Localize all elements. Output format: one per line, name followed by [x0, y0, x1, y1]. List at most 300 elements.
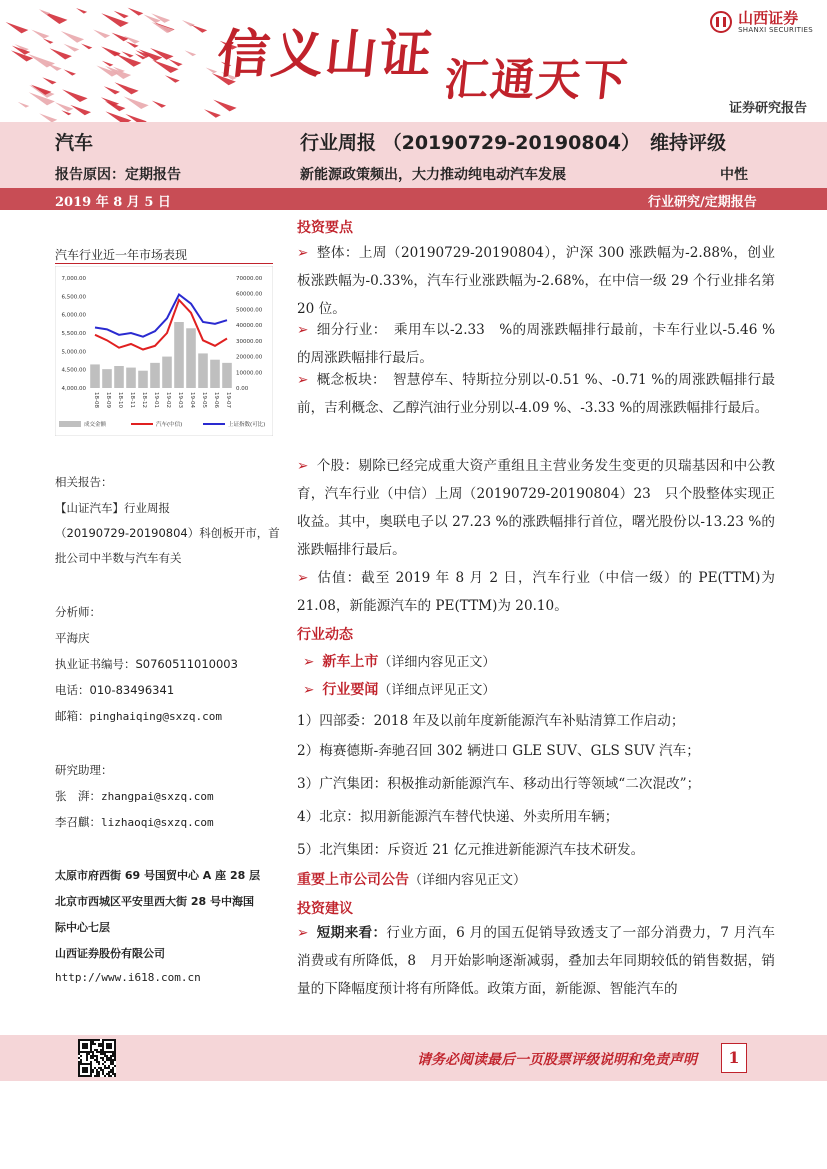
x-tick-label: 18-10: [117, 392, 123, 408]
highlight-subsector: [297, 316, 775, 372]
decorative-arrow-shape: [102, 61, 113, 67]
related-reports-label: 相关报告：: [55, 475, 113, 489]
company-logo-icon: [710, 11, 732, 33]
qr-module: [98, 1045, 100, 1047]
qr-module: [94, 1039, 96, 1041]
qr-module: [100, 1045, 102, 1047]
qr-module: [98, 1061, 100, 1063]
qr-module: [100, 1051, 102, 1053]
news-item: 1）四部委：2018 年及以前年度新能源汽车补贴清算工作启动；: [297, 713, 685, 729]
qr-module: [96, 1069, 98, 1071]
qr-module: [78, 1065, 80, 1067]
y-right-tick-label: 40000.00: [236, 323, 263, 330]
qr-module: [88, 1063, 90, 1065]
address-taiyuan: 太原市府西街 69 号国贸中心 A 座 28 层: [55, 869, 261, 882]
qr-module: [96, 1061, 98, 1063]
qr-module: [100, 1069, 102, 1071]
announcement-row: [297, 869, 526, 889]
x-tick-label: 19-05: [201, 392, 207, 408]
decorative-arrow-shape: [43, 38, 54, 43]
qr-module: [84, 1039, 86, 1041]
related-report-line-2: （20190729-20190804）科创板开市，首: [55, 526, 280, 540]
highlight-subsector-text: 细分行业： 乘用车以-2.33 %的周涨跌幅排行最前，卡车行业以-5.46 %的周涨跌幅排行最后。: [297, 322, 775, 366]
decorative-arrow-shape: [105, 111, 131, 122]
y-right-tick-label: 50000.00: [236, 307, 263, 314]
bullet-arrow-icon: ➢: [297, 570, 309, 586]
qr-module: [102, 1041, 104, 1043]
qr-module: [108, 1047, 110, 1049]
qr-module: [92, 1057, 94, 1059]
rating-value: 中性: [720, 167, 748, 183]
qr-module: [82, 1075, 84, 1077]
qr-module: [80, 1063, 82, 1065]
qr-module: [84, 1045, 86, 1047]
volume-bar: [198, 353, 208, 388]
qr-module: [90, 1057, 92, 1059]
highlight-valuation: [297, 564, 775, 620]
qr-module: [106, 1045, 108, 1047]
qr-code-icon: [78, 1039, 116, 1077]
qr-module: [112, 1053, 114, 1055]
x-tick-label: 19-03: [177, 392, 183, 408]
news-item: 5）北汽集团：斥资近 21 亿元推进新能源汽车技术研发。: [297, 842, 645, 858]
decorative-arrow-shape: [70, 105, 91, 115]
bullet-arrow-icon: ➢: [297, 925, 309, 941]
qr-module: [102, 1073, 104, 1075]
qr-module: [108, 1065, 110, 1067]
decorative-arrow-shape: [185, 50, 197, 56]
analyst-email-row: [55, 708, 222, 724]
qr-module: [94, 1043, 96, 1045]
qr-module: [114, 1043, 116, 1045]
new-car-row: [303, 648, 781, 677]
legend-label: 上证指数(可比): [228, 422, 266, 428]
qr-module: [78, 1063, 80, 1065]
volume-bar: [102, 369, 112, 388]
qr-module: [90, 1041, 92, 1043]
new-car-label: 新车上市: [322, 654, 379, 670]
qr-module: [104, 1055, 106, 1057]
x-tick-label: 19-01: [153, 392, 159, 408]
qr-module: [96, 1071, 98, 1073]
highlight-concept-text: 概念板块： 智慧停车、特斯拉分别以-0.51 %、-0.71 %的周涨跌幅排行最前，吉利概念、乙醇汽油行业分别以-4.09 %、-3.33 %的周涨跌幅排行最后。: [297, 372, 775, 416]
highlight-stocks: [297, 452, 775, 564]
decorative-arrow-shape: [152, 101, 166, 108]
qr-module: [86, 1057, 88, 1059]
qr-module: [110, 1043, 112, 1045]
decorative-arrow-shape: [191, 25, 207, 33]
qr-module: [90, 1063, 92, 1065]
x-tick-label: 18-12: [141, 392, 147, 408]
qr-module: [98, 1051, 100, 1053]
news-item: 2）梅赛德斯-奔驰召回 302 辆进口 GLE SUV、GLS SUV 汽车；: [297, 743, 700, 759]
y-left-tick-label: 5,500.00: [61, 331, 86, 337]
qr-module: [80, 1051, 82, 1053]
qr-module: [96, 1051, 98, 1053]
news-item: 4）北京：拟用新能源汽车替代快递、外卖所用车辆；: [297, 809, 619, 825]
qr-module: [102, 1039, 104, 1041]
highlight-valuation-text: 估值：截至 2019 年 8 月 2 日，汽车行业（中信一级）的 PE(TTM)为 21.08，新能源汽车的 PE(TTM)为 20.10。: [297, 570, 775, 614]
qr-module: [84, 1075, 86, 1077]
qr-module: [106, 1067, 108, 1069]
qr-module: [78, 1057, 80, 1059]
qr-module: [114, 1059, 116, 1061]
decorative-arrow-shape: [49, 48, 71, 59]
decorative-arrow-shape: [55, 102, 73, 111]
section-industry-news: 行业动态: [297, 627, 353, 643]
qr-module: [90, 1067, 92, 1069]
qr-module: [92, 1071, 94, 1073]
qr-module: [106, 1055, 108, 1057]
qr-module: [102, 1043, 104, 1045]
qr-module: [82, 1039, 84, 1041]
qr-module: [82, 1063, 84, 1065]
y-left-tick-label: 4,500.00: [61, 367, 86, 374]
qr-module: [104, 1053, 106, 1055]
qr-module: [102, 1059, 104, 1061]
qr-module: [104, 1051, 106, 1053]
logo-text-en: SHANXI SECURITIES: [738, 26, 813, 34]
y-right-tick-label: 20000.00: [236, 354, 263, 361]
assistant-1-row: [55, 788, 214, 804]
qr-module: [78, 1047, 80, 1049]
decorative-arrow-shape: [81, 44, 92, 50]
qr-module: [80, 1059, 82, 1061]
section-investment-advice: 投资建议: [297, 901, 353, 917]
qr-module: [92, 1043, 94, 1045]
volume-bar: [162, 357, 172, 388]
qr-module: [104, 1061, 106, 1063]
qr-module: [94, 1055, 96, 1057]
x-tick-label: 19-06: [213, 392, 219, 408]
analyst-license: 执业证书编号：S0760511010003: [55, 657, 238, 671]
qr-module: [114, 1045, 116, 1047]
qr-module: [98, 1067, 100, 1069]
y-left-tick-label: 6,500.00: [61, 294, 86, 301]
qr-module: [102, 1057, 104, 1059]
assistant-1-name: 张 湃：: [55, 789, 101, 803]
assistant-2-email-link[interactable]: lizhaoqi@sxzq.com: [101, 816, 214, 829]
decorative-arrow-shape: [144, 14, 161, 23]
qr-module: [108, 1075, 110, 1077]
qr-module: [110, 1059, 112, 1061]
qr-module: [84, 1063, 86, 1065]
qr-module: [110, 1045, 112, 1047]
footer-band: [0, 1035, 827, 1081]
qr-module: [78, 1069, 80, 1071]
qr-module: [104, 1067, 106, 1069]
bullet-arrow-icon: ➢: [297, 372, 309, 388]
date-bar: [0, 188, 827, 210]
decorative-arrow-shape: [31, 30, 49, 39]
decorative-arrow-shape: [64, 44, 80, 52]
chart-title-rule: [55, 263, 273, 264]
highlight-stocks-text: 个股：剔除已经完成重大资产重组且主营业务发生变更的贝瑞基因和中公教育，汽车行业（中信）上周（20190729-20190804）23 只个股整体实现正收益。其中，奥联电子以 27.23 %的涨跌幅排行首位，曙光股份以-13.23 %的涨跌幅排行最后。: [297, 458, 775, 558]
news-note: （详细点评见正文）: [378, 683, 496, 698]
bullet-arrow-icon: ➢: [297, 458, 309, 474]
qr-module: [92, 1039, 94, 1041]
qr-module: [88, 1051, 90, 1053]
qr-module: [86, 1071, 88, 1073]
disclaimer-text: 请务必阅读最后一页股票评级说明和免责声明: [417, 1052, 697, 1068]
qr-module: [114, 1053, 116, 1055]
qr-module: [94, 1049, 96, 1051]
qr-module: [84, 1069, 86, 1071]
qr-module: [90, 1071, 92, 1073]
qr-module: [80, 1075, 82, 1077]
decorative-arrow-shape: [114, 11, 129, 19]
qr-module: [110, 1071, 112, 1073]
logo-text-cn: 山西证券: [738, 9, 799, 27]
assistant-label: 研究助理：: [55, 763, 113, 777]
qr-module: [98, 1063, 100, 1065]
legend-label: 汽车(中信): [156, 422, 183, 428]
report-title: 行业周报 （20190729-20190804）: [300, 132, 641, 154]
qr-module: [90, 1055, 92, 1057]
advice-short-term: [297, 919, 775, 1003]
qr-module: [90, 1069, 92, 1071]
report-reason: 报告原因：定期报告: [55, 167, 181, 183]
qr-module: [108, 1071, 110, 1073]
qr-module: [110, 1075, 112, 1077]
news-label: 行业要闻: [322, 682, 379, 698]
qr-module: [78, 1045, 80, 1047]
qr-module: [86, 1053, 88, 1055]
qr-module: [102, 1063, 104, 1065]
qr-module: [108, 1043, 110, 1045]
qr-module: [86, 1039, 88, 1041]
volume-bar: [114, 366, 124, 388]
qr-module: [94, 1059, 96, 1061]
qr-module: [110, 1069, 112, 1071]
page-number: 1: [721, 1043, 747, 1073]
y-right-tick-label: 10000.00: [236, 370, 263, 377]
decorative-arrow-shape: [61, 110, 71, 115]
qr-module: [106, 1073, 108, 1075]
y-left-tick-label: 7,000.00: [61, 276, 86, 282]
qr-module: [112, 1039, 114, 1041]
qr-module: [82, 1071, 84, 1073]
decorative-arrow-shape: [128, 8, 144, 16]
bullet-arrow-icon: ➢: [297, 245, 309, 261]
qr-module: [100, 1043, 102, 1045]
qr-module: [82, 1043, 84, 1045]
y-left-tick-label: 4,000.00: [61, 386, 86, 392]
qr-module: [108, 1045, 110, 1047]
section-investment-highlights: 投资要点: [297, 220, 353, 236]
qr-module: [98, 1073, 100, 1075]
qr-module: [108, 1039, 110, 1041]
company-logo: [710, 10, 813, 34]
qr-module: [98, 1039, 100, 1041]
y-right-tick-label: 30000.00: [236, 338, 263, 345]
decorative-arrow-shape: [168, 59, 182, 66]
qr-module: [102, 1069, 104, 1071]
qr-module: [110, 1057, 112, 1059]
y-right-tick-label: 0.00: [236, 386, 249, 392]
qr-module: [110, 1047, 112, 1049]
qr-module: [84, 1067, 86, 1069]
advice-short-term-text: 行业方面，6 月的国五促销导致透支了一部分消费力，7 月汽车消费或有所降低，8 月开始影响逐渐减弱，叠加去年同期较低的销售数据，销量的下降幅度预计将有所降低。政策方面，新能源、智能汽车的: [297, 925, 775, 997]
decorative-arrow-shape: [62, 89, 87, 102]
qr-module: [112, 1073, 114, 1075]
announcement-note: （详细内容见正文）: [409, 873, 527, 888]
report-date: 2019 年 8 月 5 日: [55, 195, 171, 210]
qr-module: [114, 1057, 116, 1059]
slogan-part1: 信义山证: [214, 24, 437, 85]
company-name: 山西证券股份有限公司: [55, 947, 165, 960]
rating-label: 维持评级: [650, 132, 727, 154]
volume-bar: [210, 360, 220, 388]
qr-module: [78, 1061, 80, 1063]
report-category: 行业研究/定期报告: [648, 195, 757, 210]
qr-module: [96, 1057, 98, 1059]
qr-module: [104, 1075, 106, 1077]
qr-module: [82, 1069, 84, 1071]
qr-module: [96, 1049, 98, 1051]
volume-bar: [222, 363, 232, 388]
market-performance-chart: [55, 266, 273, 436]
legend-swatch: [59, 421, 81, 427]
qr-module: [114, 1055, 116, 1057]
y-left-tick-label: 5,000.00: [61, 349, 86, 356]
headline: 新能源政策频出，大力推动纯电动汽车发展: [300, 167, 566, 183]
qr-module: [110, 1055, 112, 1057]
y-right-tick-label: 60000.00: [236, 291, 263, 298]
related-report-line-1: 【山证汽车】行业周报: [55, 501, 170, 515]
qr-module: [110, 1051, 112, 1053]
qr-module: [92, 1053, 94, 1055]
decorative-arrow-shape: [39, 113, 57, 122]
highlight-concept: [297, 366, 775, 422]
decorative-arrow-shape: [152, 22, 174, 33]
y-left-tick-label: 6,000.00: [61, 312, 86, 319]
volume-bar: [150, 363, 160, 388]
qr-module: [98, 1071, 100, 1073]
qr-module: [102, 1051, 104, 1053]
qr-module: [106, 1051, 108, 1053]
qr-module: [96, 1073, 98, 1075]
decorative-arrow-shape: [213, 100, 236, 112]
qr-module: [84, 1051, 86, 1053]
x-tick-label: 19-02: [165, 392, 171, 408]
qr-module: [112, 1063, 114, 1065]
qr-module: [114, 1051, 116, 1053]
qr-module: [98, 1075, 100, 1077]
qr-module: [102, 1053, 104, 1055]
qr-module: [82, 1067, 84, 1069]
volume-bar: [186, 328, 196, 388]
decorative-arrow-shape: [165, 75, 180, 82]
qr-module: [114, 1039, 116, 1041]
qr-module: [78, 1051, 80, 1053]
volume-bar: [90, 364, 100, 388]
qr-module: [108, 1067, 110, 1069]
qr-module: [86, 1059, 88, 1061]
qr-module: [78, 1049, 80, 1051]
news-item: 3）广汽集团：积极推动新能源汽车、移动出行等领域“二次混改”；: [297, 776, 701, 792]
qr-module: [84, 1047, 86, 1049]
qr-module: [104, 1039, 106, 1041]
qr-module: [94, 1067, 96, 1069]
qr-module: [90, 1047, 92, 1049]
header-band: [0, 122, 827, 188]
website-link[interactable]: http://www.i618.com.cn: [55, 971, 201, 984]
decorative-arrow-shape: [76, 8, 87, 14]
qr-module: [100, 1067, 102, 1069]
qr-module: [90, 1075, 92, 1077]
analyst-label: 分析师：: [55, 605, 101, 619]
assistant-1-email-link[interactable]: zhangpai@sxzq.com: [101, 790, 214, 803]
email-label: 邮箱：: [55, 709, 90, 723]
qr-module: [92, 1055, 94, 1057]
qr-module: [88, 1053, 90, 1055]
decorative-arrow-shape: [124, 96, 149, 109]
qr-module: [96, 1055, 98, 1057]
decorative-arrow-shape: [139, 49, 163, 61]
qr-module: [96, 1075, 98, 1077]
highlight-overall-text: 整体：上周（20190729-20190804），沪深 300 涨跌幅为-2.88%，创业板涨跌幅为-0.33%，汽车行业涨跌幅为-2.68%，在中信一级 29 个行业排名第 20 位。: [297, 245, 775, 317]
qr-module: [78, 1053, 80, 1055]
qr-module: [114, 1065, 116, 1067]
qr-module: [112, 1061, 114, 1063]
decorative-arrow-shape: [64, 69, 76, 75]
highlight-overall: [297, 239, 775, 323]
qr-module: [80, 1039, 82, 1041]
qr-module: [112, 1069, 114, 1071]
bullet-arrow-icon: ➢: [303, 654, 315, 670]
qr-module: [114, 1075, 116, 1077]
qr-module: [78, 1075, 80, 1077]
advice-short-term-label: 短期来看：: [316, 925, 387, 941]
qr-module: [84, 1043, 86, 1045]
analyst-email-link[interactable]: pinghaiqing@sxzq.com: [89, 710, 222, 723]
x-tick-label: 18-09: [105, 392, 111, 408]
analyst-name: 平海庆: [55, 631, 90, 645]
qr-module: [92, 1051, 94, 1053]
qr-module: [90, 1043, 92, 1045]
assistant-2-name: 李召麒：: [55, 815, 101, 829]
x-tick-label: 18-11: [129, 392, 135, 408]
related-report-line-3: 批公司中半数与汽车有关: [55, 551, 182, 565]
qr-module: [102, 1045, 104, 1047]
qr-module: [112, 1067, 114, 1069]
qr-module: [86, 1055, 88, 1057]
analyst-phone: 电话：010-83496341: [55, 683, 175, 697]
qr-module: [106, 1059, 108, 1061]
decorative-arrow-shape: [204, 109, 221, 117]
qr-module: [108, 1051, 110, 1053]
qr-module: [110, 1061, 112, 1063]
qr-module: [86, 1075, 88, 1077]
qr-module: [114, 1049, 116, 1051]
qr-module: [82, 1051, 84, 1053]
qr-module: [100, 1057, 102, 1059]
qr-module: [100, 1053, 102, 1055]
qr-module: [86, 1043, 88, 1045]
decorative-arrow-shape: [104, 86, 120, 94]
qr-module: [106, 1057, 108, 1059]
chart-title: 汽车行业近一年市场表现: [55, 248, 188, 262]
sector-title: 汽车: [55, 132, 94, 154]
qr-module: [114, 1073, 116, 1075]
volume-bar: [174, 322, 184, 388]
qr-module: [86, 1047, 88, 1049]
qr-module: [86, 1069, 88, 1071]
decorative-arrow-shape: [61, 31, 84, 43]
qr-module: [86, 1045, 88, 1047]
qr-module: [82, 1045, 84, 1047]
